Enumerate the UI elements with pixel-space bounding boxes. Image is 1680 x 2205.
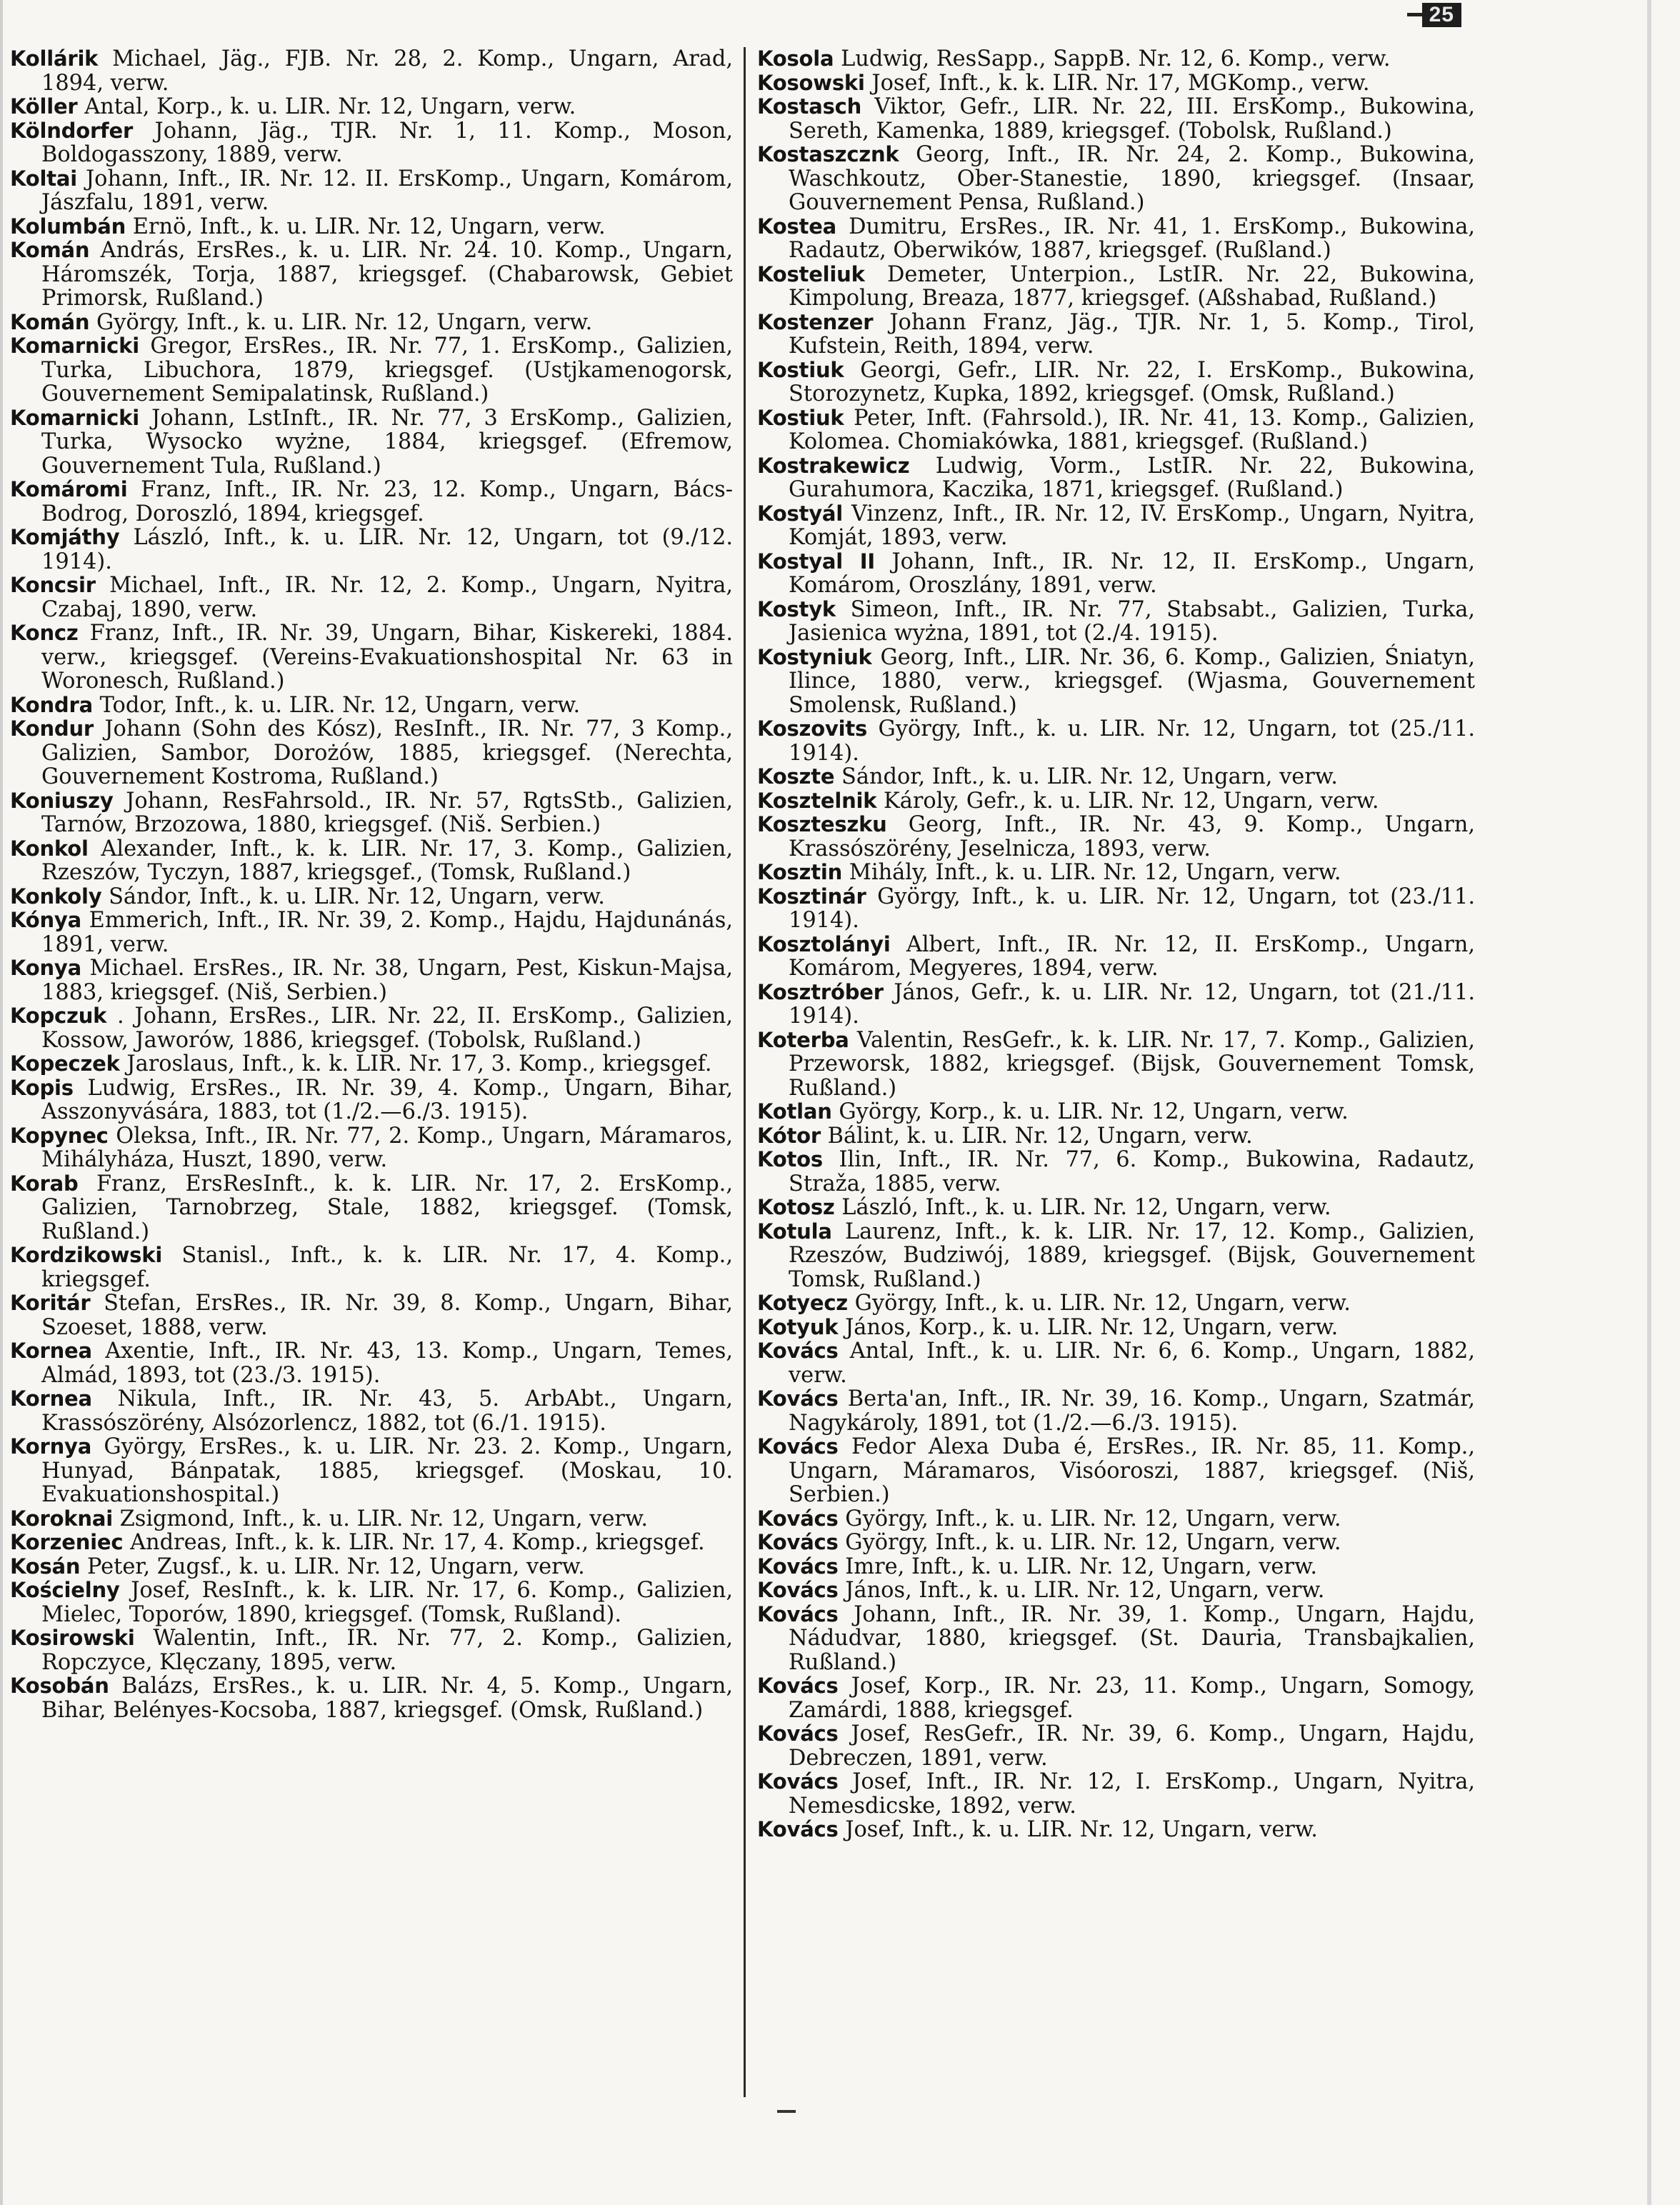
entry-surname: Kovács [757, 1601, 839, 1626]
entry-details: Ludwig, Vorm., LstIR. Nr. 22, Bukowina, Gurahumora, Kaczika, 1871, kriegsgef. (Rußland.) [789, 453, 1475, 502]
register-entry [10, 334, 733, 406]
entry-surname: Kostea [757, 214, 837, 239]
register-entry [10, 1052, 733, 1076]
register-entry [757, 813, 1475, 861]
entry-surname: Köller [10, 94, 78, 119]
register-entry [10, 167, 733, 215]
entry-details: Franz, Inft., IR. Nr. 23, 12. Komp., Ungarn, Bács-Bodrog, Doroszló, 1894, kriegsgef. [41, 477, 733, 526]
entry-details: Emmerich, Inft., IR. Nr. 39, 2. Komp., Hajdu, Hajdunánás, 1891, verw. [41, 908, 733, 957]
entry-details: György, Inft., k. u. LIR. Nr. 12, Ungarn, verw. [845, 1506, 1341, 1531]
entry-details: Josef, Korp., IR. Nr. 23, 11. Komp., Ungarn, Somogy, Zamárdi, 1888, kriegsgef. [789, 1674, 1476, 1723]
entry-surname: Kotos [757, 1147, 823, 1171]
entry-details: Josef, Inft., k. u. LIR. Nr. 12, Ungarn, verw. [845, 1817, 1318, 1842]
entry-surname: Komán [10, 309, 90, 334]
entry-surname: Kovács [757, 1434, 839, 1459]
register-entry [10, 119, 733, 167]
footer-dash [777, 2110, 796, 2113]
entry-details: Bálint, k. u. LIR. Nr. 12, Ungarn, verw. [827, 1123, 1253, 1149]
register-entry [757, 1100, 1475, 1124]
entry-surname: Kosola [757, 46, 834, 71]
entry-surname: Kölndorfer [10, 118, 134, 143]
entry-surname: Kovács [757, 1386, 839, 1411]
entry-details: Franz, ErsResInft., k. k. LIR. Nr. 17, 2. ErsKomp., Galizien, Tarnobrzeg, Stale, 1882, kriegsgef. (Tomsk, Rußland.) [41, 1171, 733, 1244]
register-entry [757, 95, 1475, 143]
entry-details: András, ErsRes., k. u. LIR. Nr. 24. 10. Komp., Ungarn, Háromszék, Torja, 1887, kriegsgef. (Chabarowsk, Gebiet Primorsk, Rußland.) [41, 238, 733, 311]
entry-details: Johann (Sohn des Kósz), ResInft., IR. Nr. 77, 3 Komp., Galizien, Sambor, Dorożów, 1885, kriegsgef. (Nerechta, Gouvernement Kostroma, Rußland.) [41, 716, 733, 789]
entry-details: Ludwig, ResSapp., SappB. Nr. 12, 6. Komp., verw. [841, 46, 1391, 71]
entry-surname: Kostyal II [757, 549, 875, 574]
register-entry [757, 765, 1475, 789]
entry-details: Stefan, ErsRes., IR. Nr. 39, 8. Komp., Ungarn, Bihar, Szoeset, 1888, verw. [41, 1291, 733, 1340]
register-entry [757, 789, 1475, 814]
register-entry [10, 1531, 733, 1555]
entry-surname: Komán [10, 238, 90, 262]
register-entry [10, 694, 733, 718]
register-entry [757, 359, 1475, 406]
entry-details: Zsigmond, Inft., k. u. LIR. Nr. 12, Ungarn, verw. [119, 1506, 649, 1531]
entry-details: Georg, Inft., LIR. Nr. 36, 6. Komp., Galizien, Śniatyn, Ilince, 1880, verw., kriegsgef. (Wjasma, Gouvernement Smolensk, Rußland.) [789, 644, 1475, 718]
register-entry [757, 1148, 1475, 1196]
entry-details: Johann, ResFahrsold., IR. Nr. 57, RgtsStb., Galizien, Tarnów, Brzozowa, 1880, kriegsgef. (Niš. Serbien.) [41, 788, 733, 837]
register-entry [10, 1555, 733, 1579]
register-entry [757, 71, 1475, 96]
entry-details: Ernö, Inft., k. u. LIR. Nr. 12, Ungarn, verw. [132, 214, 606, 239]
entry-surname: Kosztróber [757, 979, 884, 1004]
entry-details: Michael, Inft., IR. Nr. 12, 2. Komp., Ungarn, Nyitra, Czabaj, 1890, verw. [41, 573, 733, 622]
register-entry [10, 1172, 733, 1244]
entry-details: Mihály, Inft., k. u. LIR. Nr. 12, Ungarn, verw. [849, 860, 1341, 885]
register-entry [10, 1626, 733, 1674]
entry-surname: Korab [10, 1171, 79, 1196]
entry-surname: Komáromi [10, 477, 128, 501]
register-entry [757, 502, 1475, 550]
register-entry [757, 1339, 1475, 1387]
register-entry [10, 47, 733, 95]
register-entry [10, 909, 733, 956]
entry-surname: Konkoly [10, 884, 102, 909]
register-entry [757, 1387, 1475, 1435]
register-entry [10, 95, 733, 119]
register-entry [757, 717, 1475, 765]
register-entry [10, 1435, 733, 1507]
register-entry [757, 550, 1475, 598]
register-entry [10, 1339, 733, 1387]
register-entry [10, 1507, 733, 1531]
register-entry [757, 1555, 1475, 1579]
register-entry [10, 478, 733, 526]
entry-details: Josef, Inft., k. k. LIR. Nr. 17, MGKomp., verw. [871, 70, 1370, 96]
register-entry [10, 1076, 733, 1124]
entry-details: János, Inft., k. u. LIR. Nr. 12, Ungarn, verw. [845, 1578, 1325, 1603]
entry-surname: Kosirowski [10, 1626, 135, 1650]
entry-details: Peter, Inft. (Fahrsold.), IR. Nr. 41, 13. Komp., Galizien, Kolomea. Chomiakówka, 1881, kriegsgef. (Rußland.) [789, 405, 1475, 454]
entry-surname: Koncz [10, 621, 79, 645]
entry-surname: Kopeczek [10, 1051, 120, 1076]
register-entry [757, 1531, 1475, 1555]
entry-surname: Kolumbán [10, 214, 126, 239]
scan-right-edge [1647, 0, 1651, 2205]
register-entry [757, 1124, 1475, 1149]
register-entry [10, 789, 733, 837]
entry-surname: Koniuszy [10, 788, 114, 813]
register-entry [757, 598, 1475, 646]
register-entry [757, 143, 1475, 215]
entry-details: Imre, Inft., k. u. LIR. Nr. 12, Ungarn, verw. [845, 1554, 1318, 1579]
register-entry [757, 861, 1475, 885]
entry-surname: Korzeniec [10, 1530, 124, 1554]
entry-details: Valentin, ResGefr., k. k. LIR. Nr. 17, 7. Komp., Galizien, Przeworsk, 1882, kriegsgef. (Bijsk, Gouvernement Tomsk, Rußland.) [789, 1027, 1475, 1101]
entry-details: György, Korp., k. u. LIR. Nr. 12, Ungarn, verw. [839, 1099, 1349, 1124]
entry-surname: Komjáthy [10, 525, 120, 549]
entry-surname: Kopis [10, 1075, 74, 1100]
entry-details: . Johann, ErsRes., LIR. Nr. 22, II. ErsKomp., Galizien, Kossow, Jaworów, 1886, kriegsgef. (Tobolsk, Rußland.) [41, 1004, 733, 1053]
register-entry [757, 1722, 1475, 1770]
entry-surname: Koterba [757, 1027, 849, 1052]
entry-details: Josef, Inft., IR. Nr. 12, I. ErsKomp., Ungarn, Nyitra, Nemesdicske, 1892, verw. [789, 1769, 1475, 1819]
entry-details: Gregor, ErsRes., IR. Nr. 77, 1. ErsKomp., Galizien, Turka, Libuchora, 1879, kriegsgef. (Ustjkamenogorsk, Gouvernement Semipalatinsk, Rußland.) [41, 334, 733, 406]
entry-surname: Kovács [757, 1769, 839, 1794]
entry-details: Michael, Jäg., FJB. Nr. 28, 2. Komp., Ungarn, Arad, 1894, verw. [41, 46, 733, 96]
entry-surname: Kosztolányi [757, 931, 891, 956]
entry-surname: Kordzikowski [10, 1243, 163, 1267]
entry-surname: Kornya [10, 1434, 92, 1459]
entry-details: Walentin, Inft., IR. Nr. 77, 2. Komp., Galizien, Ropczyce, Klęczany, 1895, verw. [41, 1626, 734, 1675]
entry-details: Demeter, Unterpion., LstIR. Nr. 22, Bukowina, Kimpolung, Breaza, 1877, kriegsgef. (Aßshabad, Rußland.) [789, 261, 1475, 311]
entry-surname: Kotula [757, 1219, 832, 1244]
entry-surname: Kostenzer [757, 309, 874, 334]
entry-details: György, Inft., k. u. LIR. Nr. 12, Ungarn, verw. [96, 309, 593, 335]
register-entry [757, 47, 1475, 71]
register-entry [10, 1244, 733, 1291]
entry-details: László, Inft., k. u. LIR. Nr. 12, Ungarn, tot (9./12. 1914). [41, 525, 733, 574]
entry-surname: Kollárik [10, 46, 99, 71]
entry-details: Simeon, Inft., IR. Nr. 77, Stabsabt., Galizien, Turka, Jasienica wyżna, 1891, tot (2./4. 1915). [789, 596, 1475, 646]
entry-surname: Kotosz [757, 1195, 835, 1219]
left-column [10, 47, 733, 1722]
register-entry [757, 1603, 1475, 1675]
register-entry [757, 1220, 1475, 1292]
register-entry [757, 646, 1475, 718]
entry-details: Franz, Inft., IR. Nr. 39, Ungarn, Bihar, Kiskereki, 1884. verw., kriegsgef. (Vereins-Evakuationshospital Nr. 63 in Woronesch, Rußland.) [41, 621, 733, 694]
entry-details: Albert, Inft., IR. Nr. 12, II. ErsKomp., Ungarn, Komárom, Megyeres, 1894, verw. [789, 931, 1475, 981]
register-entry [757, 1507, 1475, 1531]
entry-surname: Komarnicki [10, 405, 139, 430]
entry-details: Josef, ResGefr., IR. Nr. 39, 6. Komp., Ungarn, Hajdu, Debreczen, 1891, verw. [789, 1721, 1475, 1771]
entry-surname: Konkol [10, 836, 89, 861]
register-entry [757, 406, 1475, 454]
register-entry [757, 454, 1475, 502]
right-column [757, 47, 1475, 1842]
entry-details: Dumitru, ErsRes., IR. Nr. 41, 1. ErsKomp., Bukowina, Radautz, Oberwików, 1887, kriegsgef. (Rußland.) [789, 214, 1475, 263]
entry-surname: Kopczuk [10, 1004, 107, 1028]
register-entry [10, 1124, 733, 1172]
entry-details: Vinzenz, Inft., IR. Nr. 12, IV. ErsKomp., Ungarn, Nyitra, Komját, 1893, verw. [789, 501, 1475, 550]
entry-surname: Kostyál [757, 501, 844, 526]
entry-surname: Kostrakewicz [757, 453, 910, 478]
entry-surname: Kovács [757, 1530, 839, 1554]
register-entry [10, 311, 733, 335]
entry-details: László, Inft., k. u. LIR. Nr. 12, Ungarn, verw. [841, 1195, 1331, 1220]
entry-surname: Koltai [10, 166, 77, 191]
register-entry [10, 1387, 733, 1435]
register-entry [10, 837, 733, 885]
entry-surname: Koszovits [757, 716, 868, 741]
entry-surname: Kopynec [10, 1123, 109, 1148]
entry-details: Axentie, Inft., IR. Nr. 43, 13. Komp., Ungarn, Temes, Almád, 1893, tot (23./3. 1915). [41, 1339, 733, 1388]
entry-details: Georg, Inft., IR. Nr. 43, 9. Komp., Ungarn, Krassószörény, Jeselnicza, 1893, verw. [789, 812, 1475, 861]
entry-surname: Kotyecz [757, 1291, 848, 1315]
register-entry [757, 1316, 1475, 1340]
entry-details: Nikula, Inft., IR. Nr. 43, 5. ArbAbt., Ungarn, Krassószörény, Alsózorlencz, 1882, tot (6./1. 1915). [41, 1386, 733, 1436]
register-entry [757, 1674, 1475, 1722]
entry-details: György, Inft., k. u. LIR. Nr. 12, Ungarn, tot (23./11. 1914). [789, 884, 1475, 933]
entry-details: Alexander, Inft., k. k. LIR. Nr. 17, 3. Komp., Galizien, Rzeszów, Tyczyn, 1887, kriegsgef., (Tomsk, Rußland.) [41, 836, 733, 885]
register-entry [10, 1004, 733, 1052]
entry-details: Johann Franz, Jäg., TJR. Nr. 1, 5. Komp., Tirol, Kufstein, Reith, 1894, verw. [789, 309, 1475, 359]
entry-surname: Kosztelnik [757, 788, 877, 813]
entry-details: György, ErsRes., k. u. LIR. Nr. 23. 2. Komp., Ungarn, Hunyad, Bánpatak, 1885, kriegsgef. (Moskau, 10. Evakuationshospital.) [41, 1434, 733, 1507]
register-entry [10, 1579, 733, 1626]
entry-surname: Koszte [757, 764, 835, 789]
entry-details: György, Inft., k. u. LIR. Nr. 12, Ungarn, tot (25./11. 1914). [789, 716, 1475, 766]
entry-details: Fedor Alexa Duba é, ErsRes., IR. Nr. 85, 11. Komp., Ungarn, Máramaros, Visóoroszi, 1887, kriegsgef. (Niš, Serbien.) [789, 1434, 1475, 1507]
entry-details: Antal, Inft., k. u. LIR. Nr. 6, 6. Komp., Ungarn, 1882, verw. [789, 1339, 1475, 1388]
entry-details: Stanisl., Inft., k. k. LIR. Nr. 17, 4. Komp., kriegsgef. [41, 1243, 733, 1292]
page-number: 25 [1422, 3, 1461, 27]
entry-surname: Kostyniuk [757, 644, 872, 669]
entry-surname: Koroknai [10, 1506, 113, 1531]
entry-surname: Kostaszcznk [757, 142, 899, 166]
register-entry [757, 981, 1475, 1029]
entry-surname: Kovács [757, 1554, 839, 1579]
register-entry [10, 526, 733, 574]
entry-surname: Kondra [10, 692, 93, 717]
entry-surname: Koncsir [10, 573, 96, 597]
entry-surname: Kótor [757, 1123, 821, 1148]
register-entry [757, 1818, 1475, 1842]
entry-details: Jaroslaus, Inft., k. k. LIR. Nr. 17, 3. Komp., kriegsgef. [126, 1051, 712, 1076]
entry-details: János, Gefr., k. u. LIR. Nr. 12, Ungarn, tot (21./11. 1914). [789, 979, 1475, 1029]
entry-surname: Kostyk [757, 596, 836, 621]
register-entry [757, 1770, 1475, 1818]
register-entry [757, 215, 1475, 263]
scan-left-edge [0, 0, 3, 2205]
entry-surname: Kosobán [10, 1674, 109, 1698]
entry-details: Sándor, Inft., k. u. LIR. Nr. 12, Ungarn, verw. [109, 884, 605, 909]
entry-details: Johann, LstInft., IR. Nr. 77, 3 ErsKomp., Galizien, Turka, Wysocko wyżne, 1884, kriegsgef. (Efremow, Gouvernement Tula, Rußland.) [41, 405, 733, 479]
entry-details: Johann, Jäg., TJR. Nr. 1, 11. Komp., Moson, Boldogasszony, 1889, verw. [41, 118, 733, 167]
register-entry [757, 1435, 1475, 1507]
entry-surname: Kovács [757, 1721, 839, 1746]
register-entry [757, 1579, 1475, 1603]
entry-details: Peter, Zugsf., k. u. LIR. Nr. 12, Ungarn, verw. [87, 1554, 585, 1579]
register-entry [757, 885, 1475, 933]
register-entry [757, 311, 1475, 359]
register-entry [10, 1291, 733, 1339]
entry-details: Todor, Inft., k. u. LIR. Nr. 12, Ungarn, verw. [99, 692, 581, 718]
entry-surname: Kovács [757, 1578, 839, 1602]
entry-details: Laurenz, Inft., k. k. LIR. Nr. 17, 12. Komp., Galizien, Rzeszów, Budziwój, 1889, kriegsgef. (Bijsk, Gouvernement Tomsk, Rußland.) [789, 1219, 1475, 1292]
column-divider [744, 47, 746, 2097]
entry-details: Ilin, Inft., IR. Nr. 77, 6. Komp., Bukowina, Radautz, Straža, 1885, verw. [789, 1147, 1475, 1196]
entry-details: Balázs, ErsRes., k. u. LIR. Nr. 4, 5. Komp., Ungarn, Bihar, Belényes-Kocsoba, 1887, kriegsgef. (Omsk, Rußland.) [41, 1674, 734, 1723]
entry-surname: Komarnicki [10, 334, 139, 358]
register-entry [10, 956, 733, 1004]
register-entry [757, 263, 1475, 311]
entry-surname: Koritár [10, 1291, 91, 1315]
entry-details: Oleksa, Inft., IR. Nr. 77, 2. Komp., Ungarn, Máramaros, Mihályháza, Huszt, 1890, verw. [41, 1123, 733, 1172]
register-entry [10, 885, 733, 909]
entry-surname: Kovács [757, 1339, 839, 1363]
entry-surname: Kornea [10, 1339, 92, 1363]
entry-details: Sándor, Inft., k. u. LIR. Nr. 12, Ungarn, verw. [841, 764, 1338, 789]
entry-surname: Kosowski [757, 70, 865, 95]
register-entry [10, 717, 733, 789]
entry-details: Andreas, Inft., k. k. LIR. Nr. 17, 4. Komp., kriegsgef. [130, 1530, 705, 1555]
entry-details: György, Inft., k. u. LIR. Nr. 12, Ungarn, verw. [845, 1530, 1341, 1555]
entry-surname: Kovács [757, 1674, 839, 1698]
entry-details: György, Inft., k. u. LIR. Nr. 12, Ungarn, verw. [854, 1291, 1351, 1316]
entry-details: Berta'an, Inft., IR. Nr. 39, 16. Komp., Ungarn, Szatmár, Nagykároly, 1891, tot (1./2.—6./3. 1915). [789, 1386, 1475, 1436]
entry-surname: Konya [10, 956, 82, 980]
entry-surname: Koszteszku [757, 812, 887, 836]
entry-surname: Kosán [10, 1554, 81, 1579]
entry-surname: Kovács [757, 1817, 839, 1841]
entry-surname: Kovács [757, 1506, 839, 1531]
entry-surname: Kosteliuk [757, 261, 865, 286]
entry-surname: Kostasch [757, 94, 862, 119]
register-entry [10, 406, 733, 479]
register-entry [10, 215, 733, 239]
register-entry [10, 239, 733, 311]
entry-details: Antal, Korp., k. u. LIR. Nr. 12, Ungarn, verw. [84, 94, 576, 119]
entry-surname: Kotyuk [757, 1314, 839, 1339]
register-entry [10, 574, 733, 621]
entry-details: Viktor, Gefr., LIR. Nr. 22, III. ErsKomp., Bukowina, Sereth, Kamenka, 1889, kriegsgef. (Tobolsk, Rußland.) [789, 94, 1475, 144]
register-entry [757, 1196, 1475, 1220]
entry-details: János, Korp., k. u. LIR. Nr. 12, Ungarn, verw. [845, 1314, 1339, 1340]
entry-details: Károly, Gefr., k. u. LIR. Nr. 12, Ungarn, verw. [884, 788, 1379, 814]
entry-surname: Kónya [10, 908, 82, 932]
entry-surname: Kosztin [757, 860, 843, 884]
entry-surname: Kostiuk [757, 357, 844, 382]
entry-surname: Kostiuk [757, 405, 844, 430]
entry-surname: Kościelny [10, 1578, 120, 1602]
entry-surname: Kosztinár [757, 884, 866, 909]
register-entry [757, 1029, 1475, 1101]
entry-details: Johann, Inft., IR. Nr. 12. II. ErsKomp., Ungarn, Komárom, Jászfalu, 1891, verw. [41, 166, 733, 215]
entry-details: Georgi, Gefr., LIR. Nr. 22, I. ErsKomp., Bukowina, Storozynetz, Kupka, 1892, kriegsgef. (Omsk, Rußland.) [789, 357, 1475, 406]
entry-surname: Kotlan [757, 1099, 832, 1124]
entry-details: Johann, Inft., IR. Nr. 39, 1. Komp., Ungarn, Hajdu, Nádudvar, 1880, kriegsgef. (St. Dauria, Transbajkalien, Rußland.) [789, 1601, 1475, 1675]
register-entry [10, 1674, 733, 1722]
register-entry [757, 933, 1475, 981]
entry-details: Josef, ResInft., k. k. LIR. Nr. 17, 6. Komp., Galizien, Mielec, Toporów, 1890, kriegsgef. (Tomsk, Rußland). [41, 1578, 733, 1627]
entry-details: Michael. ErsRes., IR. Nr. 38, Ungarn, Pest, Kiskun-Majsa, 1883, kriegsgef. (Niš, Serbien.) [41, 956, 733, 1005]
entry-surname: Kondur [10, 716, 94, 741]
register-entry [10, 621, 733, 694]
register-entry [757, 1291, 1475, 1316]
entry-details: Georg, Inft., IR. Nr. 24, 2. Komp., Bukowina, Waschkoutz, Ober-Stanestie, 1890, kriegsgef. (Insaar, Gouvernement Pensa, Rußland.) [789, 142, 1475, 215]
entry-details: Ludwig, ErsRes., IR. Nr. 39, 4. Komp., Ungarn, Bihar, Asszonyvására, 1883, tot (1./2.—6./3. 1915). [41, 1075, 733, 1124]
entry-surname: Kornea [10, 1386, 92, 1411]
entry-details: Johann, Inft., IR. Nr. 12, II. ErsKomp., Ungarn, Komárom, Oroszlány, 1891, verw. [789, 549, 1475, 598]
